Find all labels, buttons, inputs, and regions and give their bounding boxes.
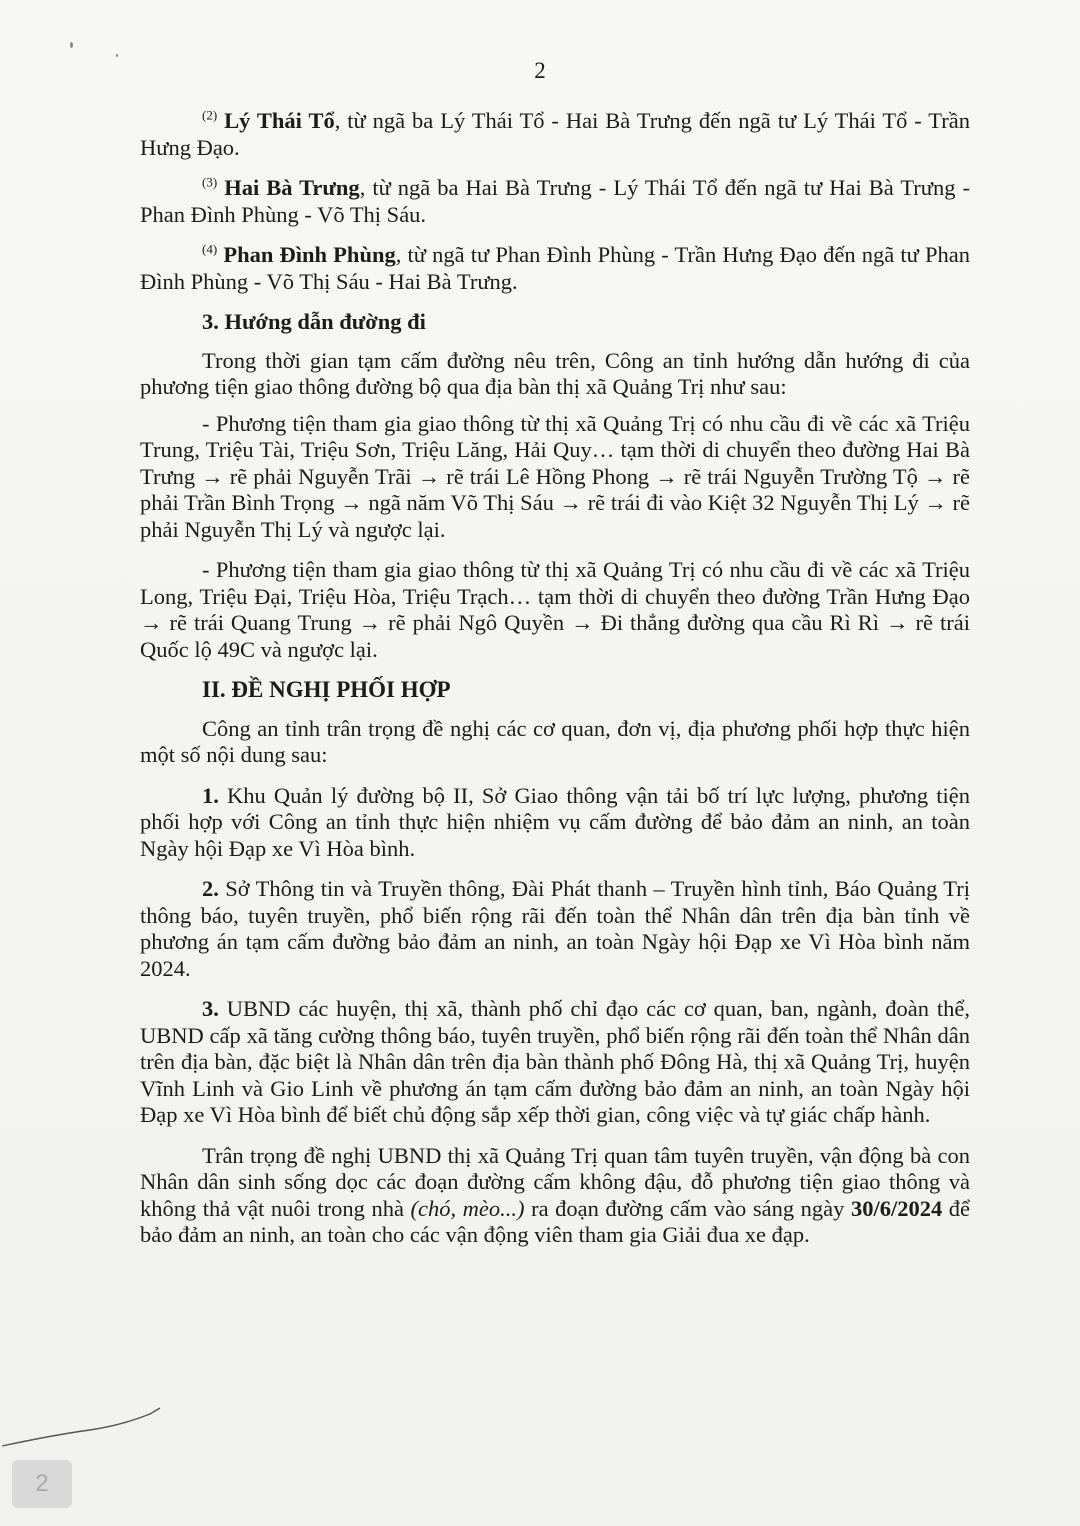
item-text: Khu Quản lý đường bộ II, Sở Giao thông vận tải bố trí lực lượng, phương tiện phối hợp với Công an tỉnh thực hiện nhiệm vụ cấm đường để bảo đảm an ninh, an toàn Ngày hội Đạp xe Vì Hòa bình.: [140, 782, 970, 861]
closing-date: 30/6/2024: [850, 1195, 943, 1221]
coordination-item-3: [140, 996, 970, 1129]
item-text: Sở Thông tin và Truyền thông, Đài Phát thanh – Truyền hình tỉnh, Báo Quảng Trị thông báo, tuyên truyền, phổ biến rộng rãi đến toàn thể Nhân dân trên địa bàn tỉnh về phương án tạm cấm đường bảo đảm an ninh, an toàn Ngày hội Đạp xe Vì Hòa bình năm 2024.: [140, 876, 970, 981]
closing-paragraph: [140, 1143, 970, 1249]
coordination-item-2: [140, 876, 970, 982]
heading-directions: 3. Hướng dẫn đường đi: [202, 309, 426, 334]
section-ly-thai-to: [140, 108, 970, 161]
directions-route-2: - Phương tiện tham gia giao thông từ thị xã Quảng Trị có nhu cầu đi về các xã Triệu Long, Triệu Đại, Triệu Hòa, Triệu Trạch… tạm thời di chuyển theo đường Trần Hưng Đạo → rẽ trái Quang Trung → rẽ phải Ngô Quyền → Đi thẳng đường qua cầu Rì Rì → rẽ trái Quốc lộ 49C và ngược lại.: [140, 557, 970, 662]
closing-text: Trân trọng đề nghị UBND thị xã Quảng Trị quan tâm tuyên truyền, vận động bà con Nhân dân sinh sống dọc các đoạn đường cấm không đậu, đỗ phương tiện giao thông và không thả vật nuôi trong nhà: [140, 1142, 970, 1221]
street-name: Phan Đình Phùng: [223, 242, 396, 267]
page-number: 2: [534, 58, 546, 83]
footnote-marker: (4): [202, 241, 218, 257]
item-number: 1.: [202, 782, 219, 808]
coordination-item-1: [140, 783, 970, 863]
pen-mark: [0, 1400, 170, 1460]
directions-intro: Trong thời gian tạm cấm đường nêu trên, Công an tỉnh hướng dẫn hướng đi của phương tiện giao thông đường bộ qua địa bàn thị xã Quảng Trị như sau:: [140, 347, 970, 399]
item-text: UBND các huyện, thị xã, thành phố chỉ đạo các cơ quan, ban, ngành, đoàn thể, UBND cấp xã tăng cường thông báo, tuyên truyền, phổ biến rộng rãi đến toàn thể Nhân dân trên địa bàn, đặc biệt là Nhân dân trên địa bàn thành phố Đông Hà, thị xã Quảng Trị, huyện Vĩnh Linh và Gio Linh về phương án tạm cấm đường bảo đảm an ninh, an toàn Ngày hội Đạp xe Vì Hòa bình để biết chủ động sắp xếp thời gian, công việc và tự giác chấp hành.: [140, 996, 970, 1127]
closing-italic: (chó, mèo...): [410, 1195, 525, 1221]
footnote-marker: (3): [202, 174, 218, 190]
item-number: 2.: [202, 876, 219, 901]
section-text: , từ ngã tư Phan Đình Phùng - Trần Hưng Đạo đến ngã tư Phan Đình Phùng - Võ Thị Sáu - Hai Bà Trưng.: [140, 242, 970, 294]
closing-text: ra đoạn đường cấm vào sáng ngày: [524, 1195, 851, 1221]
coordination-intro: Công an tỉnh trân trọng đề nghị các cơ quan, đơn vị, địa phương phối hợp thực hiện một số nội dung sau:: [140, 715, 970, 767]
page-thumbnail[interactable]: 2: [12, 1460, 72, 1508]
section-text: , từ ngã ba Lý Thái Tổ - Hai Bà Trưng đến ngã tư Lý Thái Tổ - Trần Hưng Đạo.: [140, 108, 970, 160]
closing-text: để bảo đảm an ninh, an toàn cho các vận động viên tham gia Giải đua xe đạp.: [140, 1195, 970, 1247]
section-text: , từ ngã ba Hai Bà Trưng - Lý Thái Tổ đến ngã tư Hai Bà Trưng - Phan Đình Phùng - Võ Thị Sáu.: [140, 175, 971, 227]
item-number: 3.: [202, 996, 219, 1021]
heading-coordination: II. ĐỀ NGHỊ PHỐI HỢP: [202, 677, 451, 702]
directions-route-1: - Phương tiện tham gia giao thông từ thị xã Quảng Trị có nhu cầu đi về các xã Triệu Trung, Triệu Tài, Triệu Sơn, Triệu Lăng, Hải Quy… tạm thời di chuyển theo đường Hai Bà Trưng → rẽ phải Nguyễn Trãi → rẽ trái Lê Hồng Phong → rẽ trái Nguyễn Trường Tộ → rẽ phải Trần Bình Trọng → ngã năm Võ Thị Sáu → rẽ trái đi vào Kiệt 32 Nguyễn Thị Lý → rẽ phải Nguyễn Thị Lý và ngược lại.: [140, 410, 970, 542]
scan-speck: [116, 54, 118, 57]
section-hai-ba-trung: [140, 175, 970, 228]
street-name: Hai Bà Trưng: [224, 175, 360, 200]
street-name: Lý Thái Tổ: [224, 108, 335, 133]
footnote-marker: (2): [202, 107, 218, 123]
document-body: [140, 108, 970, 1263]
scan-speck: [70, 42, 73, 48]
section-phan-dinh-phung: [140, 242, 970, 295]
